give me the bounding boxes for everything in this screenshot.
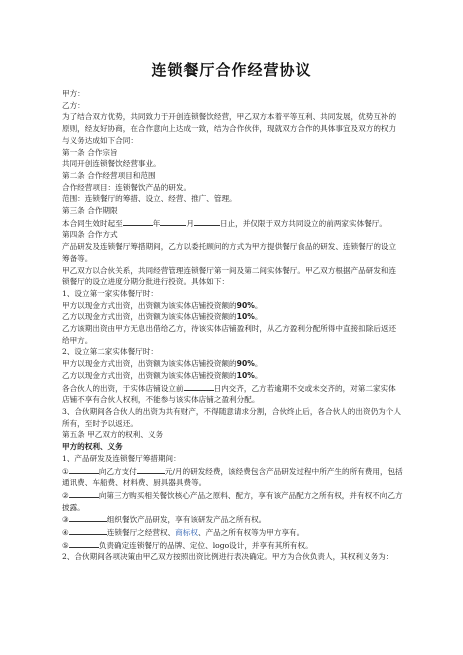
article-3-part-a: 本合同生效时起至 xyxy=(62,218,123,228)
year-blank xyxy=(123,217,153,226)
trademark-link[interactable]: 商标权 xyxy=(175,528,198,538)
rights-item-5 xyxy=(62,539,403,552)
store-2-party-a-percent: 90% xyxy=(236,359,255,369)
party-a-line: 甲方： xyxy=(62,89,85,98)
rights-item-1-text-a: 向乙方支付 xyxy=(98,466,137,476)
article-3-part-d: 日止，并仅限于双方共同设立的前两家实体餐厅。 xyxy=(219,218,387,228)
rights-item-1-number: ① xyxy=(62,466,69,476)
article-4-paragraph-1: 产品研发及连锁餐厅筹措期间，乙方以委托顾问的方式为甲方提供餐厅食品的研发、连锁餐厅的设立筹备等。 xyxy=(62,242,397,263)
store-2-party-a: 甲方以现金方式出资，出资额为该实体店铺投资额的90%。 xyxy=(62,359,263,369)
day-blank xyxy=(194,217,220,226)
article-2-title: 第二条 合作经营项目和范围 xyxy=(62,170,156,180)
month-blank xyxy=(160,217,186,226)
store-1-party-a: 甲方以现金方式出资，出资额为该实体店铺投资额的90%。 xyxy=(62,300,263,310)
rights-item-4-number: ④ xyxy=(62,528,69,538)
store-2-title: 2、设立第二家实体餐厅时： xyxy=(62,347,158,357)
store-2-deadline-part-b: 日内交齐，乙方若逾期不交或未交齐的，对第二家实体店铺不享有合伙人权利，不能参与该实体店铺之盈利分配。 xyxy=(62,383,396,405)
article-1-text: 共同开创连锁餐饮经营事业。 xyxy=(62,159,161,169)
store-2-party-b-percent: 10% xyxy=(236,370,255,380)
rights-item-3-text: 组织餐饮产品研发，享有该研发产品之所有权。 xyxy=(106,515,267,525)
store-2-deadline-part-a: 各合伙人的出资，于实体店铺设立前 xyxy=(62,383,184,393)
article-4-title: 第四条 合作方式 xyxy=(62,230,118,240)
rights-item-4 xyxy=(62,526,403,539)
store-1-party-a-text: 甲方以现金方式出资，出资额为该实体店铺投资额的 xyxy=(62,300,237,310)
article-3-part-b: 年 xyxy=(152,218,161,228)
rights-period-title: 1、产品研发及连锁餐厅筹措期间： xyxy=(62,453,181,463)
article-4-paragraph-2: 甲乙双方以合伙关系，共同经营管理连锁餐厅第一间及第二间实体餐厅。甲乙双方根据产品研发和连锁餐厅的设立进度分期分批进行投资。具体如下： xyxy=(62,265,397,287)
article-3-text xyxy=(62,217,403,230)
rights-item-2-text: 向第三方购买相关餐饮核心产品之原料、配方，享有该产品配方之所有权，并有权不向乙方披露。 xyxy=(62,490,403,512)
rights-clause-2: 2、合伙期间各项决策由甲乙双方按照出资比例进行表决确定。甲方为合伙负责人，其权利义务为： xyxy=(62,552,394,562)
article-3-part-c: 月 xyxy=(186,218,194,228)
rights-item-5-number: ⑤ xyxy=(62,540,69,550)
rights-item-3-blank xyxy=(69,513,107,522)
article-4-clause-3: 3、合伙期间各合伙人的出资为共有财产，不得随意请求分割，合伙终止后，各合伙人的出资仍为个人所有，至时予以返还。 xyxy=(62,406,401,428)
party-b-line: 乙方： xyxy=(62,100,85,110)
article-1-title: 第一条 合作宗旨 xyxy=(62,147,118,157)
rights-item-4-blank xyxy=(69,526,107,535)
rights-item-2-blank xyxy=(69,489,99,498)
rights-item-4-text-a: 连锁餐厅之经营权、 xyxy=(106,528,176,538)
rights-item-1-text-b: 元/月的研发经费，该经费包含产品研发过程中所产生的所有费用，包括通讯费、车船费、材料费、厨具器具费等。 xyxy=(62,466,403,488)
rights-item-2 xyxy=(62,489,403,513)
article-5-title: 第五条 甲乙双方的权利、义务 xyxy=(62,430,164,440)
party-a-rights-heading: 甲方的权利、义务 xyxy=(62,442,123,452)
amount-blank xyxy=(137,465,165,474)
days-blank xyxy=(184,382,214,391)
rights-item-5-blank xyxy=(69,539,99,548)
article-3-title: 第三条 合作期限 xyxy=(62,206,118,216)
article-2-scope: 范围：连锁餐厅的筹措、设立、经营、推广、管理。 xyxy=(62,194,237,204)
rights-item-3-number: ③ xyxy=(62,515,69,525)
rights-item-1-blank xyxy=(69,465,99,474)
rights-item-1 xyxy=(62,465,403,489)
store-1-party-b: 乙方以现金方式出资，出资额为该实体店铺投资额的10%。 xyxy=(62,312,263,322)
store-2-party-b: 乙方以现金方式出资，出资额为该实体店铺投资额的10%。 xyxy=(62,370,263,380)
rights-item-4-text-b: 、产品之所有权等为甲方享有。 xyxy=(197,528,305,538)
store-1-party-b-text: 乙方以现金方式出资，出资额为该实体店铺投资额的 xyxy=(62,312,237,322)
store-2-party-b-text: 乙方以现金方式出资，出资额为该实体店铺投资额的 xyxy=(62,370,237,380)
store-1-loan-note: 乙方该期出资由甲方无息出借给乙方，待该实体店铺盈利时，从乙方盈利分配所得中直接扣除后返还给甲方。 xyxy=(62,324,397,345)
store-1-party-b-percent: 10% xyxy=(236,312,255,322)
store-2-deadline-note xyxy=(62,382,403,406)
store-2-party-a-text: 甲方以现金方式出资，出资额为该实体店铺投资额的 xyxy=(62,359,237,369)
article-2-item: 合作经营项目：连锁餐饮产品的研发。 xyxy=(62,182,192,192)
store-1-title: 1、设立第一家实体餐厅时： xyxy=(62,288,158,298)
rights-item-5-text: 负责确定连锁餐厅的品牌、定位、logo设计，并享有其所有权。 xyxy=(98,540,313,550)
rights-item-2-number: ② xyxy=(62,490,69,500)
page-title: 连锁餐厅合作经营协议 xyxy=(151,61,312,79)
store-1-party-a-percent: 90% xyxy=(236,300,255,310)
intro-paragraph: 为了结合双方优势，共同致力于开创连锁餐饮经营，甲乙双方本着平等互利、共同发展，优势互补的原则，经友好协商，在合作意向上达成一致，结为合作伙伴，现就双方合作的具体事宜及双方的权力与义务达成如下合同： xyxy=(62,112,397,145)
rights-item-3 xyxy=(62,513,403,526)
